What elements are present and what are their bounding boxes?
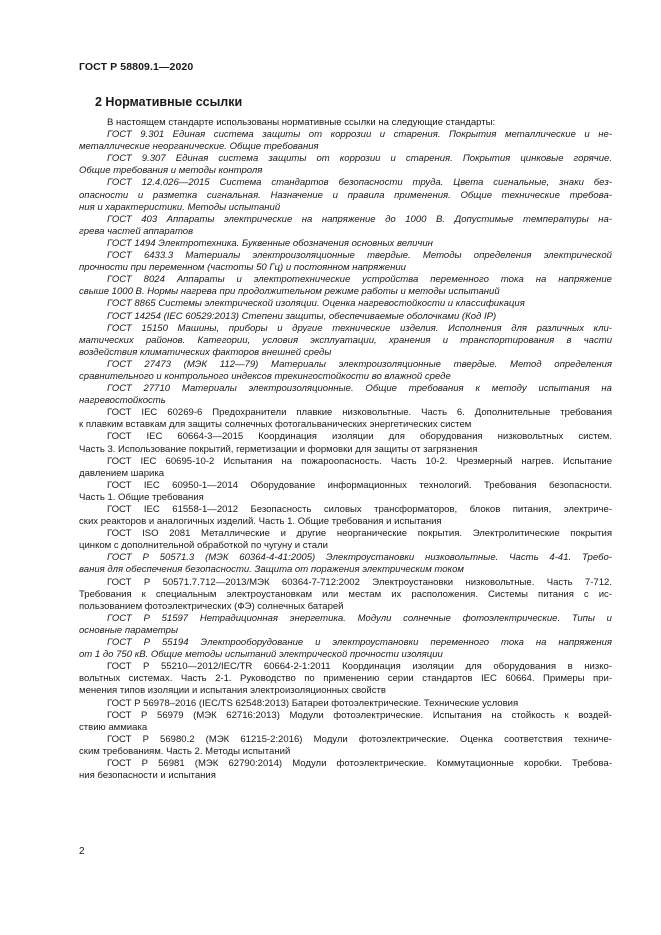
text-line: ГОСТ 9.307 Единая система защиты от коррозии и старения. Покрытия цинковые горячие. [107,153,612,165]
reference-paragraph [79,383,612,407]
text-line: пользованием фотоэлектрических (ФЭ) солнечных батарей [79,600,344,612]
text-line: нагревостойкость [79,395,166,407]
text-line: ГОСТ 27710 Материалы электроизоляционные. Общие требования к методу испытания на [107,383,612,395]
text-line: Требования к специальным электроустановкам или местам их расположения. Системы питания с ис- [79,588,612,600]
reference-paragraph [79,129,612,153]
reference-paragraph [79,504,612,528]
text-line: ГОСТ 27473 (МЭК 112—79) Материалы электроизоляционные твердые. Метод определения [107,358,612,370]
text-line: основные параметры [79,624,178,636]
text-line: Общие требования и методы контроля [79,165,263,177]
section-title: 2 Нормативные ссылки [95,95,243,109]
text-line: ГОСТ Р 56979 (МЭК 62716:2013) Модули фотоэлектрические. Испытания на стойкость к воздей- [107,709,612,721]
text-line: Часть 3. Использование покрытий, герметизации и формовки для защиты от загрязнения [79,443,478,455]
reference-paragraph [79,577,612,613]
page-number: 2 [79,846,85,857]
text-line: ГОСТ Р 51597 Нетрадиционная энергетика. Модули солнечные фотоэлектрические. Типы и [107,612,612,624]
text-line: ГОСТ IEC 60269-6 Предохранители плавкие низковольтные. Часть 6. Дополнительные требования [107,407,612,419]
text-line: ским требованиям. Часть 2. Методы испытаний [79,745,291,757]
reference-paragraph [79,480,612,504]
reference-paragraph [79,734,612,758]
text-line: ГОСТ Р 56981 (МЭК 62790:2014) Модули фотоэлектрические. Коммутационные коробки. Требова- [107,757,612,769]
text-line: ГОСТ IEC 61558-1—2012 Безопасность силовых трансформаторов, блоков питания, электриче- [107,504,612,515]
reference-paragraph [79,758,612,782]
reference-paragraph [79,250,612,274]
text-line: ГОСТ 403 Аппараты электрические на напряжение до 1000 В. Допустимые температуры на- [107,213,612,225]
text-line: ГОСТ 12.4.026—2015 Система стандартов безопасности труда. Цвета сигнальные, знаки без- [107,177,612,189]
reference-paragraph [79,431,612,455]
reference-paragraph [79,298,612,310]
reference-paragraph [79,637,612,661]
reference-paragraph [79,407,612,431]
document-body [79,117,612,782]
text-line: металлические неорганические. Общие требования [79,141,319,153]
reference-paragraph [79,698,612,710]
reference-paragraph [79,177,612,213]
text-line: от 1 до 750 кВ. Общие методы испытаний электрической прочности изоляции [79,649,443,661]
reference-paragraph [79,359,612,383]
text-line: ГОСТ Р 50571.7.712—2013/МЭК 60364-7-712:2002 Электроустановки низковольтные. Часть 7-712. [107,576,612,588]
text-line: вания для обеспечения безопасности. Защита от поражения электрическим током [79,564,464,576]
text-line: сравнительного и контрольного индексов трекингостойкости во влажной среде [79,370,451,382]
reference-paragraph [79,528,612,552]
text-line: Часть 1. Общие требования [79,491,204,503]
text-line: ГОСТ 1494 Электротехника. Буквенные обозначения основных величин [107,237,433,249]
text-line: ГОСТ 14254 (IEC 60529:2013) Степени защиты, обеспечиваемые оболочками (Код IP) [107,310,497,322]
text-line: свыше 1000 В. Нормы нагрева при продолжительном режиме работы и методы испытаний [79,286,500,298]
text-line: к плавким вставкам для защиты солнечных фотогальванических энергетических систем [79,419,472,431]
text-line: менения типов изоляции и испытания электроизоляционных свойств [79,685,386,697]
reference-paragraph [79,613,612,637]
text-line: матических районов. Категории, условия эксплуатации, хранения и транспортирования в части [79,334,612,346]
document-code-header: ГОСТ Р 58809.1—2020 [79,61,194,73]
text-line: ния безопасности и испытания [79,770,216,782]
text-line: ГОСТ Р 56980.2 (МЭК 61215-2:2016) Модули фотоэлектрические. Оценка соответствия техниче- [107,733,612,745]
text-line: ГОСТ IEC 60695-10-2 Испытания на пожароопасность. Часть 10-2. Чрезмерный нагрев. Испытание [107,455,612,467]
text-line: ГОСТ 8024 Аппараты и электротехнические устройства переменного тока на напряжение [107,274,612,286]
text-line: ских реакторов и аналогичных изделий. Часть 1. Общие требования и испытания [79,516,442,528]
reference-paragraph [79,456,612,480]
text-line: ГОСТ 9.301 Единая система защиты от коррозии и старения. Покрытия металлические и не- [107,129,612,141]
text-line: ГОСТ Р 55194 Электрооборудование и электроустановки переменного тока на напряжения [107,637,612,649]
reference-paragraph [79,311,612,323]
text-line: вольтных системах. Часть 2-1. Руководство по применению серии стандартов IEC 60664. Примеры при- [79,673,612,685]
reference-paragraph [79,117,612,129]
text-line: ГОСТ IEC 60950-1—2014 Оборудование информационных технологий. Требования безопасности. [107,479,612,491]
reference-paragraph [79,710,612,734]
text-line: ния и характеристики. Методы испытаний [79,201,281,213]
reference-paragraph [79,238,612,250]
reference-paragraph [79,552,612,576]
text-line: воздействия климатических факторов внешней среды [79,346,332,358]
reference-paragraph [79,661,612,697]
text-line: цинком с дополнительной обработкой по чугуну и стали [79,540,328,552]
reference-paragraph [79,153,612,177]
text-line: ГОСТ Р 55210—2012/IEC/TR 60664-2-1:2011 Координация изоляции для оборудования в низко- [107,661,612,673]
text-line: ствию аммиака [79,721,148,733]
reference-paragraph [79,323,612,359]
text-line: грева частей аппаратов [79,225,194,237]
text-line: ГОСТ IEC 60664-3—2015 Координация изоляции для оборудования низковольтных систем. [107,431,612,443]
text-line: прочности при переменном (частоты 50 Гц) и постоянном напряжении [79,262,406,274]
text-line: ГОСТ ISO 2081 Металлические и другие неорганические покрытия. Электролитические покрытия [107,528,612,540]
text-line: ГОСТ Р 56978–2016 (IEC/TS 62548:2013) Батареи фотоэлектрические. Технические условия [107,697,519,709]
text-line: В настоящем стандарте использованы нормативные ссылки на следующие стандарты: [107,117,496,128]
text-line: ГОСТ 6433.3 Материалы электроизоляционные твердые. Методы определения электрической [107,250,612,262]
text-line: ГОСТ Р 50571.3 (МЭК 60364-4-41:2005) Электроустановки низковольтные. Часть 4-41. Требо- [107,552,612,564]
text-line: опасности и разметка сигнальная. Назначение и правила применения. Общие технические требова- [79,189,612,201]
text-line: давлением шарика [79,467,165,479]
reference-paragraph [79,214,612,238]
text-line: ГОСТ 8865 Системы электрической изоляции. Оценка нагревостойкости и классификация [107,298,525,310]
reference-paragraph [79,274,612,298]
text-line: ГОСТ 15150 Машины, приборы и другие технические изделия. Исполнения для различных кли- [107,322,612,334]
